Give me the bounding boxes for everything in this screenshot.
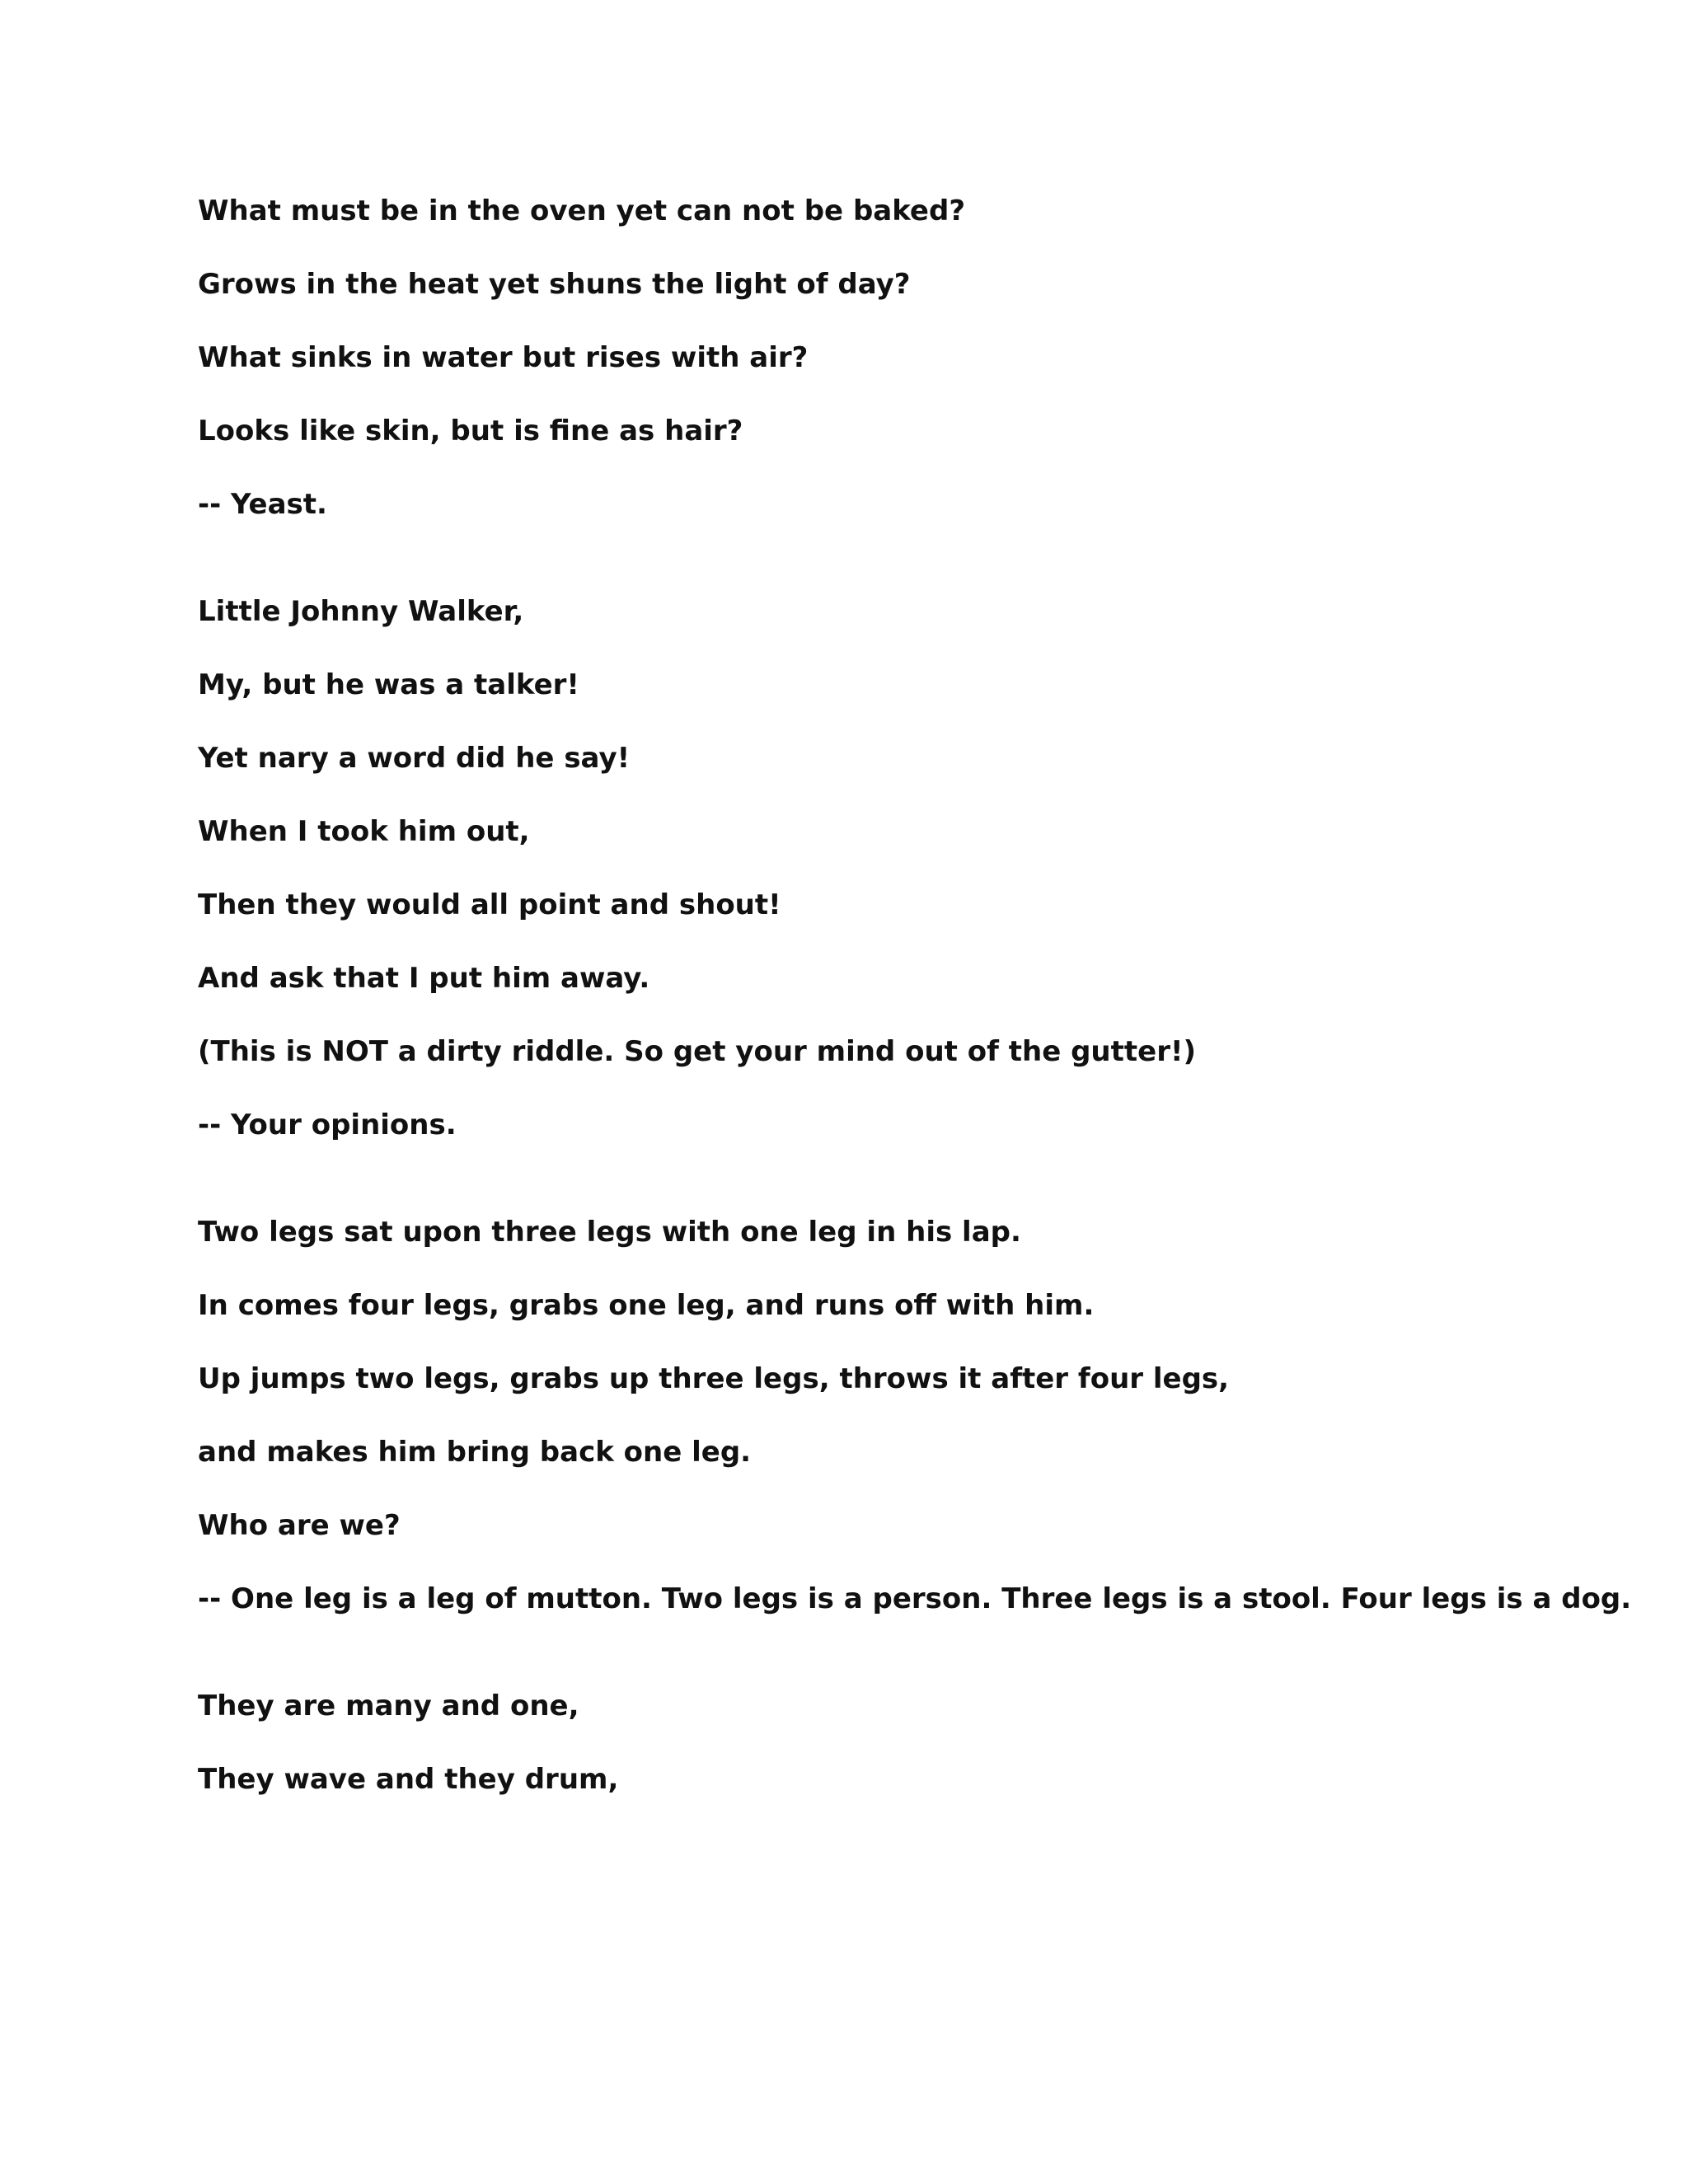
riddle-line: What sinks in water but rises with air? [198,341,809,374]
riddle-line: Who are we? [198,1509,401,1542]
riddle-johnny-walker [198,595,1599,1141]
riddle-yeast [198,194,1599,521]
riddle-many-and-one [198,1690,1599,1796]
riddle-line: Grows in the heat yet shuns the light of day? [198,268,911,301]
riddle-line: My, but he was a talker! [198,668,579,701]
riddle-line: What must be in the oven yet can not be baked? [198,194,966,227]
riddle-line: They wave and they drum, [198,1763,619,1796]
riddle-line: Looks like skin, but is fine as hair? [198,415,743,448]
riddle-line: Then they would all point and shout! [198,888,781,921]
riddle-note: (This is NOT a dirty riddle. So get your mind out of the gutter!) [198,1035,1197,1068]
riddle-line: Two legs sat upon three legs with one leg in his lap. [198,1216,1021,1249]
riddle-line: In comes four legs, grabs one leg, and runs off with him. [198,1289,1095,1322]
riddle-line: When I took him out, [198,815,530,848]
document-body [198,194,1632,1870]
riddle-line: and makes him bring back one leg. [198,1436,752,1469]
riddle-line: They are many and one, [198,1690,579,1722]
riddle-answer: -- Yeast. [198,488,327,521]
riddle-line: Up jumps two legs, grabs up three legs, throws it after four legs, [198,1362,1230,1395]
riddle-line: Yet nary a word did he say! [198,742,631,775]
riddle-answer: -- Your opinions. [198,1108,457,1141]
riddle-answer: -- One leg is a leg of mutton. Two legs is a person. Three legs is a stool. Four legs is a dog. [198,1582,1632,1615]
riddle-line: Little Johnny Walker, [198,595,524,628]
riddle-legs [198,1216,1632,1615]
riddle-line: And ask that I put him away. [198,962,650,995]
